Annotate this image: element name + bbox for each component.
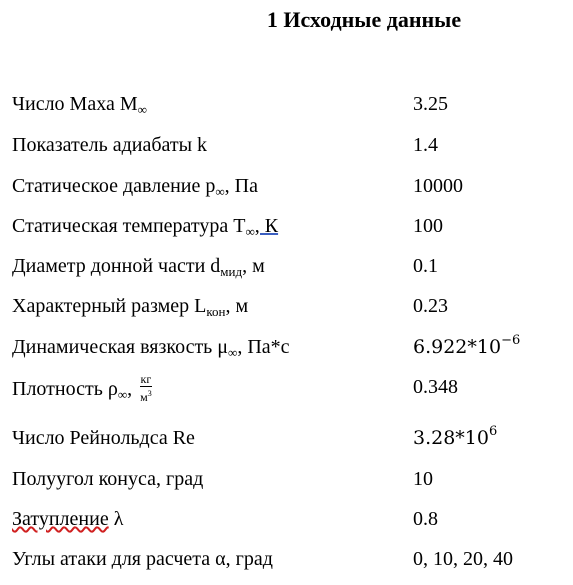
param-row-characteristic-length [12, 291, 562, 321]
param-label: Диаметр донной части $d_{мид}$, м [12, 255, 265, 279]
param-value: 0.23 [413, 295, 448, 317]
param-value: 0.348 [413, 376, 458, 398]
param-value: 10 [413, 468, 433, 490]
param-row-mach [12, 89, 562, 119]
param-value: 3.25 [413, 93, 448, 115]
param-row-attack-angles [12, 544, 562, 574]
param-value: 10000 [413, 175, 463, 197]
param-value: $3.28*10^6$ [413, 424, 498, 449]
page-title: 1 Исходные данные [266, 7, 462, 32]
param-value: 1.4 [413, 134, 438, 156]
param-label: Плотность $\rho_\infty$, $\frac{кг}{м^3}$ [12, 371, 152, 404]
param-label: Полуугол конуса, град [12, 468, 204, 490]
param-row-adiabatic-index [12, 130, 562, 160]
param-value: 0.1 [413, 255, 438, 277]
param-row-static-temperature [12, 211, 562, 241]
param-label: Характерный размер $L_{кон}$, м [12, 295, 249, 319]
param-label: Углы атаки для расчета α, град [12, 548, 273, 570]
param-row-bluntness [12, 504, 562, 534]
param-value: 0.8 [413, 508, 438, 530]
param-label: Показатель адиабаты k [12, 134, 208, 156]
param-row-static-pressure [12, 171, 562, 201]
param-row-dynamic-viscosity [12, 332, 562, 362]
param-label: Статическая температура $T_\infty$, К [12, 215, 279, 239]
param-value: 100 [413, 215, 443, 237]
param-label: Статическое давление $p_\infty$, Па [12, 175, 258, 199]
param-row-density [12, 371, 562, 404]
density-unit-fraction: $\frac{кг}{м^3}$ [140, 371, 152, 404]
param-label: Число Маха $M_\infty$ [12, 93, 147, 117]
param-value: 0, 10, 20, 40 [413, 548, 513, 570]
param-row-base-diameter [12, 251, 562, 281]
param-label: Число Рейнольдса Re [12, 427, 195, 449]
param-row-cone-half-angle [12, 464, 562, 494]
param-row-reynolds [12, 423, 562, 453]
param-label: Затупление λ [12, 508, 124, 530]
param-value: $6.922*10^{-6}$ [413, 333, 521, 358]
param-label: Динамическая вязкость $\mu_\infty$, Па*с [12, 336, 290, 360]
